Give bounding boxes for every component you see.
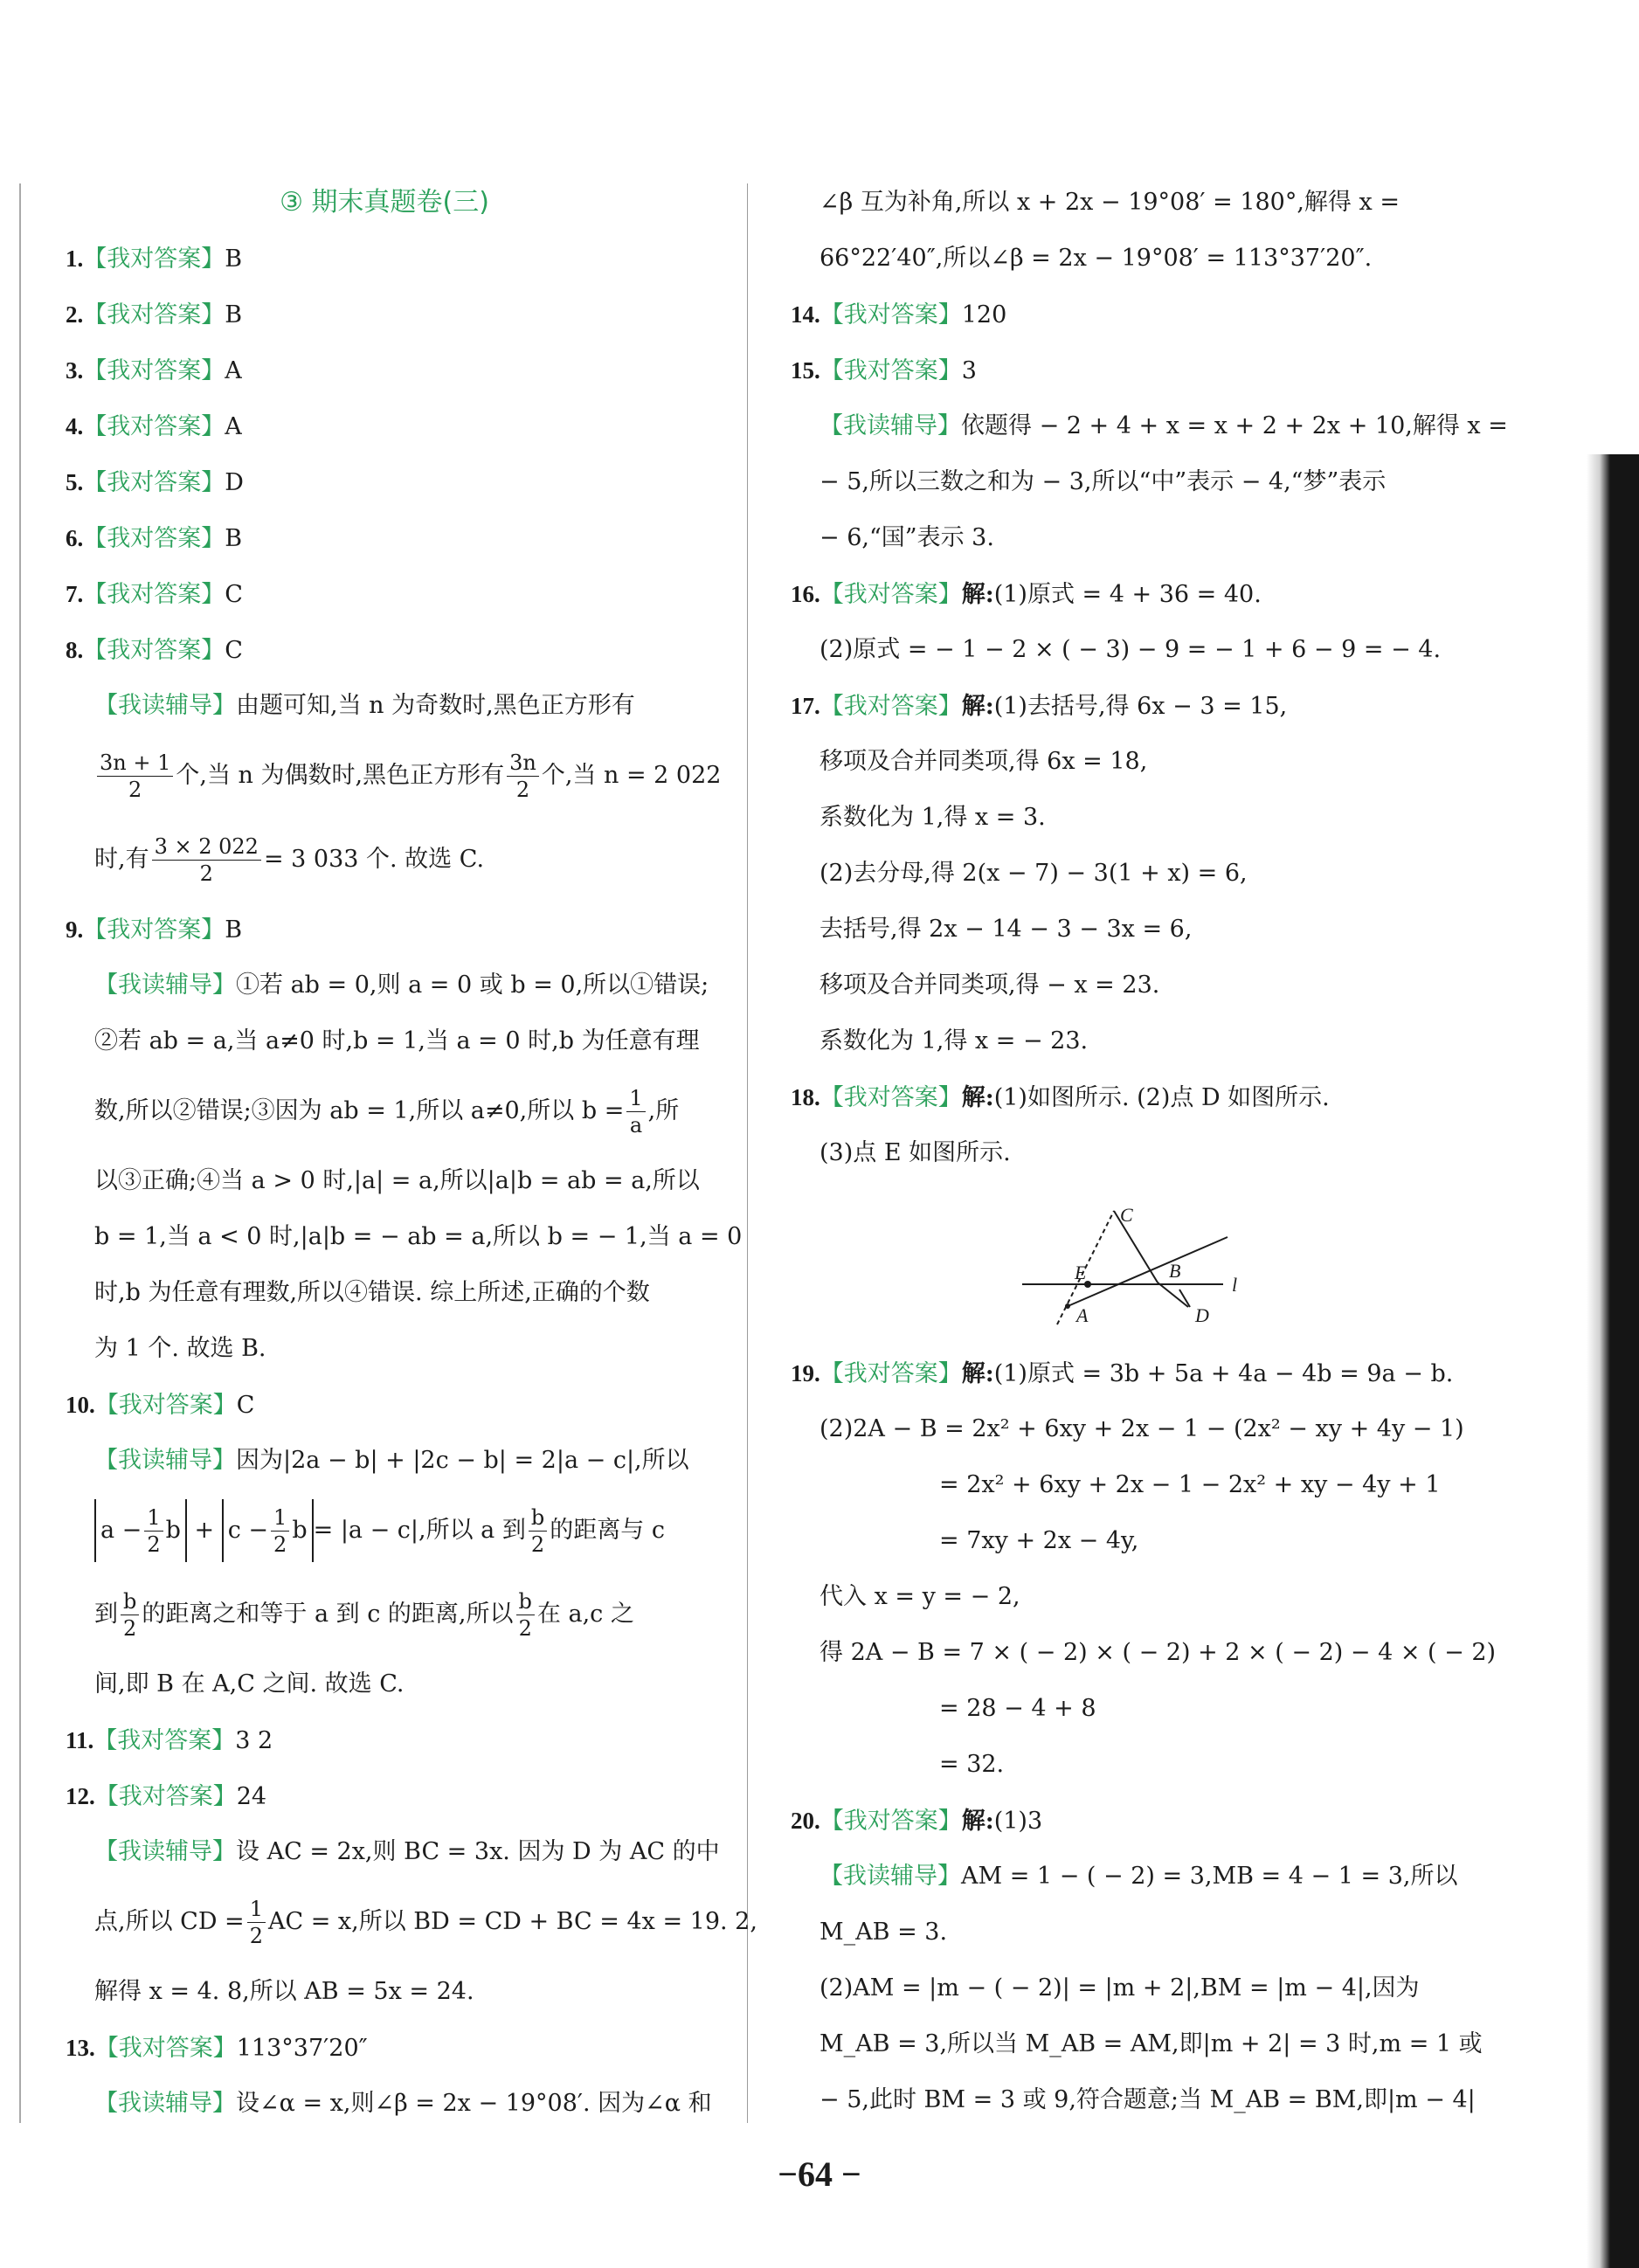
solution-label: 解: [961, 1360, 994, 1387]
guide-text: ,所 [647, 1097, 680, 1124]
question-number: 5. [66, 469, 84, 495]
q9-guide-line: 为 1 个. 故选 B. [94, 1335, 266, 1362]
plus-sign: + [194, 1517, 215, 1544]
guide-tag: 【我读辅导】 [94, 1447, 236, 1474]
q20-guide-line [791, 1849, 1458, 1905]
guide-text: 到 [94, 1601, 118, 1628]
solution-text: (1)原式 = 3b + 5a + 4a − 4b = 9a − b. [993, 1360, 1454, 1387]
fraction [516, 1588, 535, 1642]
numerator: 1 [626, 1085, 645, 1112]
q13-guide-line: ∠β 互为补角,所以 x + 2x − 19°08′ = 180°,解得 x = [820, 189, 1400, 216]
guide-tag: 【我读辅导】 [820, 1863, 961, 1890]
answer-value: D [225, 469, 244, 496]
numerator: b [529, 1504, 547, 1532]
guide-text: = 3 033 个. 故选 C. [263, 846, 485, 873]
q19-solution-line: = 32. [939, 1751, 1005, 1778]
answer-tag: 【我对答案】 [93, 1727, 236, 1754]
guide-text: 依题得 − 2 + 4 + x = x + 2 + 2x + 10,解得 x = [961, 412, 1508, 439]
numerator: 1 [247, 1896, 266, 1923]
guide-tag: 【我读辅导】 [820, 412, 961, 439]
q12-guide-line [66, 1880, 757, 1964]
q15-answer [791, 342, 1428, 398]
q12-answer [66, 1768, 703, 1824]
q15-guide-line [791, 398, 1508, 454]
denominator: a [629, 1113, 643, 1137]
question-number: 9. [66, 916, 84, 943]
guide-text: 个,当 n 为偶数时,黑色正方形有 [176, 762, 505, 789]
guide-tag: 【我读辅导】 [94, 692, 236, 719]
q9-guide-line: 时,b 为任意有理数,所以④错误. 综上所述,正确的个数 [94, 1279, 650, 1306]
q12-guide-line [66, 1824, 720, 1880]
q13-guide-line [66, 2076, 712, 2132]
q7-answer [66, 566, 703, 622]
q19-solution-line: = 28 − 4 + 8 [939, 1695, 1096, 1722]
q8-guide-line [66, 678, 703, 734]
answer-tag: 【我对答案】 [83, 525, 225, 552]
numerator: b [516, 1588, 535, 1615]
denominator: 2 [123, 1616, 137, 1641]
question-number: 4. [66, 413, 84, 439]
q8-guide-line [66, 818, 703, 902]
guide-text: 设 AC = 2x,则 BC = 3x. 因为 D 为 AC 的中 [236, 1838, 720, 1865]
q4-answer [66, 398, 703, 454]
fraction [97, 750, 173, 803]
question-number: 2. [66, 301, 84, 328]
answer-value: B [225, 916, 243, 944]
q19-solution-line: (2)2A − B = 2x² + 6xy + 2x − 1 − (2x² − xy + 4y − 1) [820, 1415, 1464, 1442]
question-number: 7. [66, 581, 84, 607]
guide-tag: 【我读辅导】 [94, 972, 236, 999]
point-a [1065, 1303, 1070, 1309]
answer-tag: 【我对答案】 [820, 1360, 962, 1387]
question-number: 1. [66, 245, 84, 272]
expr: c − [227, 1517, 269, 1544]
question-number: 15. [791, 357, 820, 384]
absolute-value [94, 1499, 187, 1562]
guide-text: AM = 1 − ( − 2) = 3,MB = 4 − 1 = 3,所以 [961, 1863, 1458, 1890]
guide-tag: 【我读辅导】 [94, 2090, 236, 2117]
answer-value: A [225, 357, 242, 384]
guide-text: 在 a,c 之 [536, 1601, 634, 1628]
answer-tag: 【我对答案】 [83, 469, 225, 496]
q20-answer [791, 1793, 1428, 1849]
answer-tag: 【我对答案】 [820, 693, 962, 720]
q16-solution-line: (2)原式 = − 1 − 2 × ( − 3) − 9 = − 1 + 6 − 9 = − 4. [820, 636, 1442, 663]
answer-value: 24 [236, 1783, 267, 1810]
q10-guide-line: 间,即 B 在 A,C 之间. 故选 C. [94, 1670, 405, 1698]
solution-label: 解: [961, 693, 994, 720]
q15-guide-line: − 6,“国”表示 3. [820, 524, 994, 551]
q9-guide-line: b = 1,当 a < 0 时,|a|b = − ab = a,所以 b = − 1,当 a = 0 [94, 1223, 743, 1250]
guide-text: AC = x,所以 BD = CD + BC = 4x = 19. 2, [267, 1908, 757, 1935]
question-number: 14. [791, 301, 820, 328]
question-number: 8. [66, 637, 84, 663]
q9-answer [66, 902, 703, 958]
answer-value: C [236, 1392, 255, 1419]
solution-label: 解: [961, 1084, 994, 1111]
q13-guide-line: 66°22′40″,所以∠β = 2x − 19°08′ = 113°37′20″. [820, 245, 1373, 272]
question-number: 19. [791, 1360, 820, 1386]
q17-solution-line: 去括号,得 2x − 14 − 3 − 3x = 6, [820, 916, 1193, 943]
q19-solution-line: = 2x² + 6xy + 2x − 1 − 2x² + xy − 4y + 1 [939, 1471, 1441, 1498]
q8-guide-line [66, 734, 722, 818]
answer-tag: 【我对答案】 [83, 637, 225, 664]
q15-guide-line: − 5,所以三数之和为 − 3,所以“中”表示 − 4,“梦”表示 [820, 468, 1387, 495]
q11-answer [66, 1712, 703, 1768]
numerator: 1 [271, 1504, 289, 1532]
q9-guide-line [66, 1069, 703, 1153]
answer-value: A [225, 413, 242, 440]
q18-answer [791, 1069, 1428, 1125]
question-number: 17. [791, 693, 820, 719]
guide-text: 点,所以 CD = [94, 1908, 245, 1935]
expr: a − [100, 1517, 142, 1544]
absolute-value [222, 1499, 314, 1562]
denominator: 2 [273, 1532, 287, 1557]
answer-value: B [225, 525, 243, 552]
answer-value: 3 [961, 357, 977, 384]
guide-text: 的距离之和等于 a 到 c 的距离,所以 [142, 1601, 514, 1628]
page-edge-line [19, 183, 21, 2123]
denominator: 2 [249, 1924, 263, 1948]
q10-guide-line [66, 1573, 703, 1656]
answer-tag: 【我对答案】 [820, 581, 962, 608]
geometry-figure [1022, 1204, 1249, 1335]
numerator: 3n [507, 750, 539, 777]
solution-label: 解: [961, 581, 994, 608]
guide-text: 由题可知,当 n 为奇数时,黑色正方形有 [236, 692, 635, 719]
guide-text: 数,所以②错误;③因为 ab = 1,所以 a≠0,所以 b = [94, 1097, 625, 1124]
q9-guide-line: 以③正确;④当 a > 0 时,|a| = a,所以|a|b = ab = a,所以 [94, 1167, 700, 1194]
numerator: 3 × 2 022 [152, 833, 261, 861]
answer-tag: 【我对答案】 [83, 357, 225, 384]
section-title: ③ 期末真题卷(三) [280, 187, 489, 218]
guide-text: ①若 ab = 0,则 a = 0 或 b = 0,所以①错误; [236, 972, 709, 999]
guide-text: 个,当 n = 2 022 [541, 762, 722, 789]
q17-solution-line: 系数化为 1,得 x = 3. [820, 804, 1046, 831]
q17-solution-line: 系数化为 1,得 x = − 23. [820, 1027, 1089, 1054]
right-column [791, 175, 1508, 2128]
label-l: l [1232, 1274, 1238, 1296]
q17-solution-line: 移项及合并同类项,得 6x = 18, [820, 748, 1148, 775]
q10-answer [66, 1377, 703, 1433]
q5-answer [66, 454, 703, 510]
answer-value: B [225, 301, 243, 328]
q3-answer [66, 342, 703, 398]
q2-answer [66, 287, 703, 342]
q9-guide-line: ②若 ab = a,当 a≠0 时,b = 1,当 a = 0 时,b 为任意有理 [94, 1027, 700, 1054]
guide-text: 设∠α = x,则∠β = 2x − 19°08′. 因为∠α 和 [236, 2090, 712, 2117]
numerator: 3n + 1 [97, 750, 173, 777]
q19-solution-line: 代入 x = y = − 2, [820, 1583, 1020, 1610]
question-number: 3. [66, 357, 84, 384]
fraction [121, 1588, 139, 1642]
fraction [144, 1504, 163, 1558]
expr: b [165, 1517, 181, 1544]
answer-tag: 【我对答案】 [94, 2035, 237, 2062]
q9-guide-line [66, 958, 709, 1013]
q10-guide-line [66, 1433, 703, 1489]
answer-tag: 【我对答案】 [94, 1392, 237, 1419]
solution-text: (1)如图所示. (2)点 D 如图所示. [993, 1084, 1330, 1111]
answer-tag: 【我对答案】 [83, 413, 225, 440]
answer-tag: 【我对答案】 [83, 245, 225, 273]
q19-answer [791, 1345, 1454, 1401]
q10-guide-line [66, 1489, 703, 1573]
fraction [247, 1896, 266, 1949]
answer-value: C [225, 637, 243, 664]
question-number: 20. [791, 1808, 820, 1834]
q8-answer [66, 622, 703, 678]
left-column [66, 175, 757, 2132]
numerator: 1 [144, 1504, 163, 1532]
guide-tag: 【我读辅导】 [94, 1838, 236, 1865]
question-number: 10. [66, 1392, 95, 1418]
solution-text: (1)原式 = 4 + 36 = 40. [993, 581, 1262, 608]
guide-text: = |a − c|,所以 a 到 [313, 1517, 526, 1544]
q17-solution-line: 移项及合并同类项,得 − x = 23. [820, 972, 1160, 999]
guide-text: 因为|2a − b| + |2c − b| = 2|a − c|,所以 [236, 1447, 689, 1474]
q16-answer [791, 566, 1428, 622]
answer-tag: 【我对答案】 [820, 357, 962, 384]
numerator: b [121, 1588, 139, 1615]
q18-solution-line: (3)点 E 如图所示. [820, 1139, 1011, 1166]
answer-tag: 【我对答案】 [820, 1084, 962, 1111]
q1-answer [66, 231, 703, 287]
denominator: 2 [199, 861, 213, 886]
label-d: D [1195, 1304, 1209, 1326]
denominator: 2 [530, 1532, 545, 1557]
q17-solution-line: (2)去分母,得 2(x − 7) − 3(1 + x) = 6, [820, 860, 1248, 887]
label-c: C [1120, 1204, 1133, 1226]
page-number: −64 − [778, 2154, 861, 2194]
denominator: 2 [515, 778, 530, 802]
q19-solution-line: 得 2A − B = 7 × ( − 2) × ( − 2) + 2 × ( − 2) − 4 × ( − 2) [820, 1639, 1497, 1666]
answer-tag: 【我对答案】 [83, 916, 225, 944]
label-a: A [1076, 1304, 1089, 1326]
question-number: 13. [66, 2035, 95, 2061]
fraction [529, 1504, 547, 1558]
answer-tag: 【我对答案】 [94, 1783, 237, 1810]
question-number: 11. [66, 1727, 94, 1753]
question-number: 18. [791, 1084, 820, 1110]
solution-text: (1)去括号,得 6x − 3 = 15, [993, 693, 1288, 720]
expr: b [292, 1517, 308, 1544]
q13-answer [66, 2020, 703, 2076]
question-number: 16. [791, 581, 820, 607]
q20-guide-line: (2)AM = |m − ( − 2)| = |m + 2|,BM = |m − 4|,因为 [820, 1974, 1420, 2002]
q20-guide-line: M_AB = 3,所以当 M_AB = AM,即|m + 2| = 3 时,m = 1 或 [820, 2030, 1483, 2057]
q20-guide-line: M_AB = 3. [820, 1919, 948, 1946]
label-b: B [1169, 1260, 1181, 1282]
denominator: 2 [128, 778, 142, 802]
guide-text: 时,有 [94, 846, 149, 873]
fraction [271, 1504, 289, 1558]
answer-value: 3 2 [235, 1727, 273, 1754]
column-divider [747, 183, 748, 2123]
scan-shadow-edge [1587, 454, 1639, 2268]
guide-text: 的距离与 c [550, 1517, 665, 1544]
q12-guide-line: 解得 x = 4. 8,所以 AB = 5x = 24. [94, 1978, 474, 2005]
solution-label: 解: [961, 1808, 994, 1835]
fraction [626, 1085, 645, 1138]
line-ab [1066, 1237, 1228, 1307]
question-number: 12. [66, 1783, 95, 1809]
question-number: 6. [66, 525, 84, 551]
denominator: 2 [147, 1532, 161, 1557]
q14-answer [791, 287, 1428, 342]
solution-text: (1)3 [993, 1808, 1043, 1835]
denominator: 2 [518, 1616, 532, 1641]
answer-value: B [225, 245, 243, 273]
answer-tag: 【我对答案】 [820, 1808, 962, 1835]
q19-solution-line: = 7xy + 2x − 4y, [939, 1527, 1139, 1554]
q6-answer [66, 510, 703, 566]
label-e: E [1075, 1262, 1087, 1283]
answer-tag: 【我对答案】 [83, 301, 225, 328]
fraction [152, 833, 261, 887]
fraction [507, 750, 539, 803]
answer-value: 113°37′20″ [236, 2035, 368, 2062]
answer-value: 120 [961, 301, 1007, 328]
q20-guide-line: − 5,此时 BM = 3 或 9,符合题意;当 M_AB = BM,即|m − 4| [820, 2086, 1476, 2113]
answer-value: C [225, 581, 243, 608]
answer-tag: 【我对答案】 [83, 581, 225, 608]
answer-tag: 【我对答案】 [820, 301, 962, 328]
q17-answer [791, 678, 1428, 734]
